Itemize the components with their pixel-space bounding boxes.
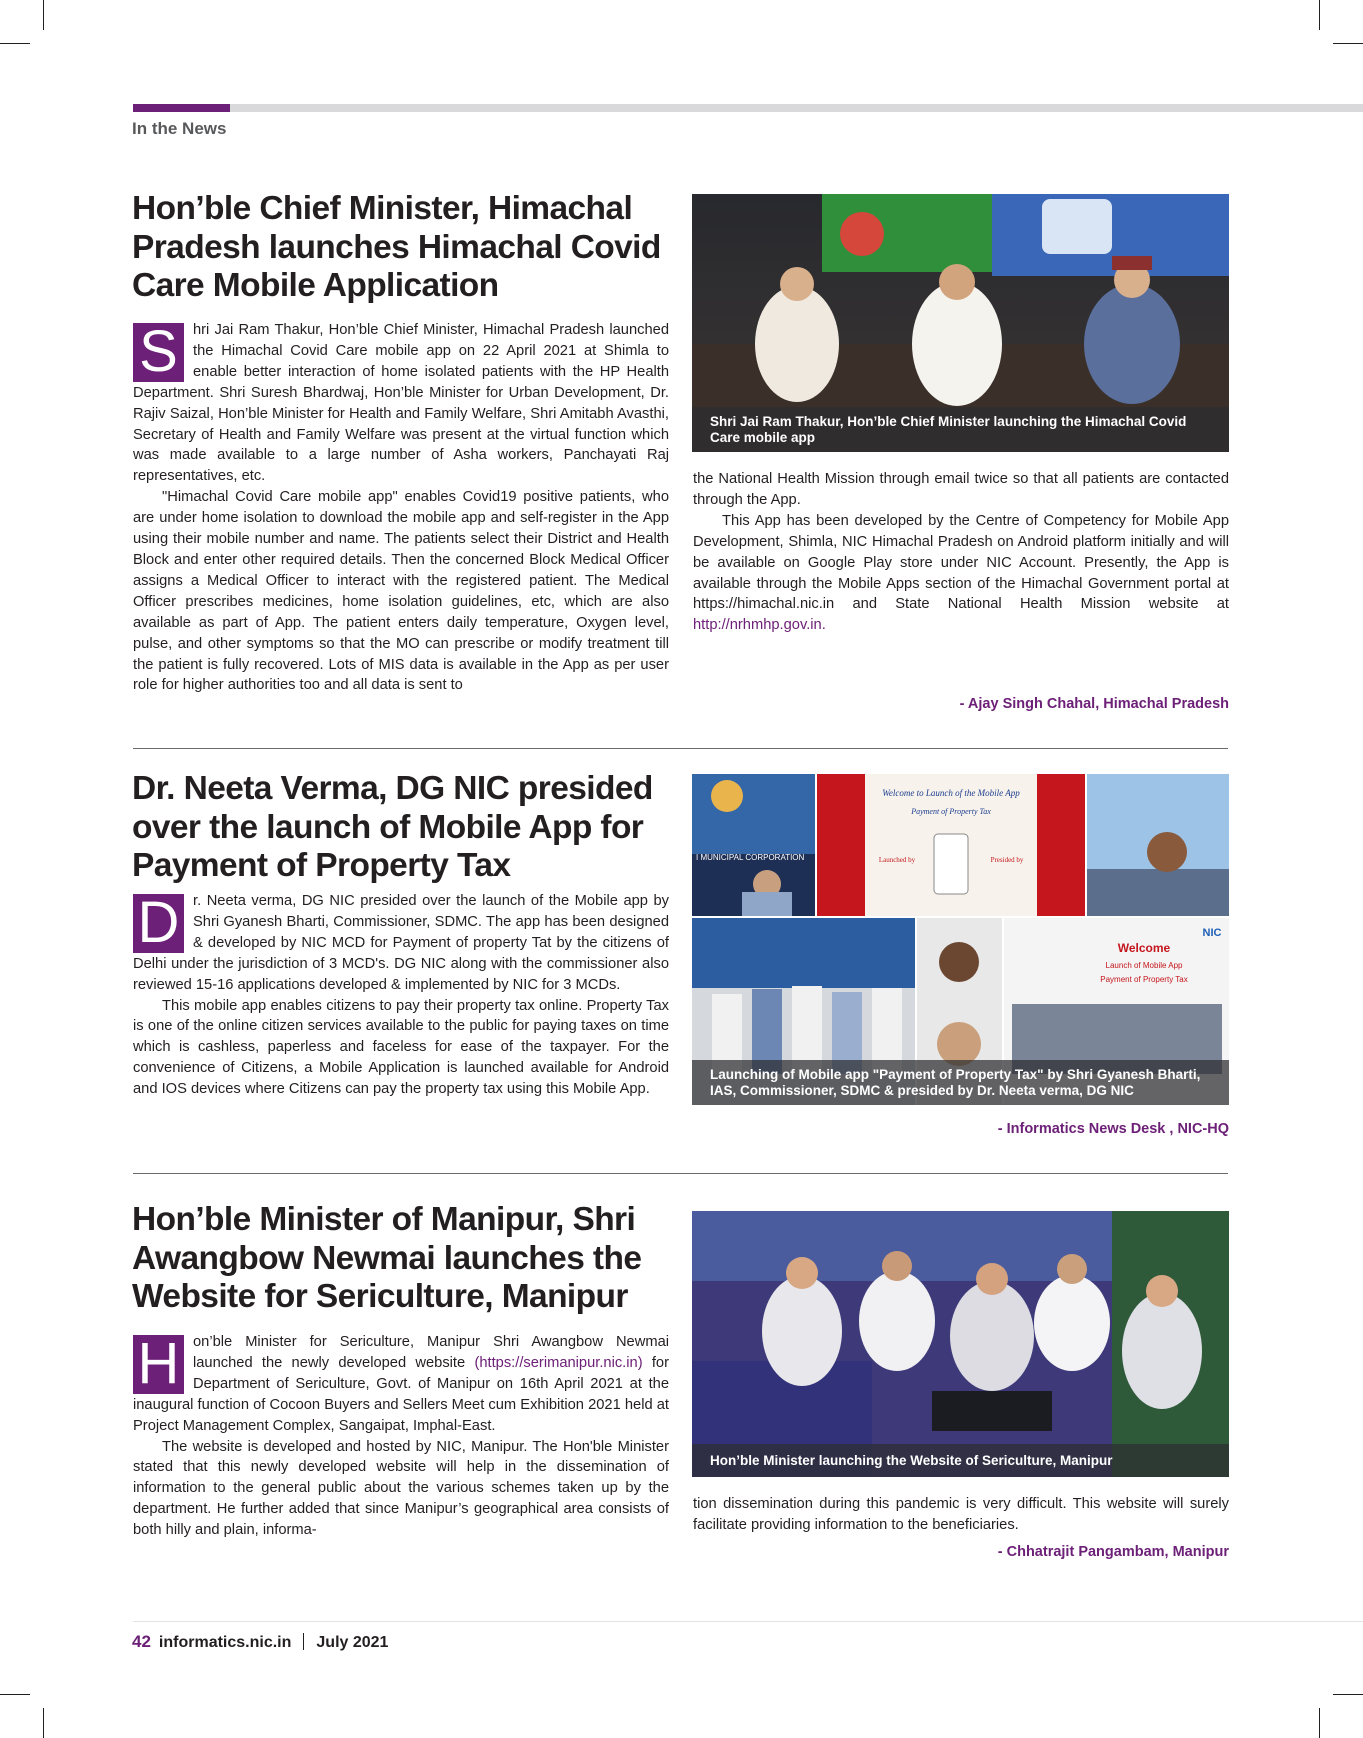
article-1-para-2: "Himachal Covid Care mobile app" enables Covid19 positive patients, who are under home isolation to download the mobile app and self-register in the App using their mobile number and name. The patients select their District and Health Block and enter other required details. Then the concerned Block Medical Officer assigns a Medical Officer to interact with the registered patient. The Medical Officer prescribes medicines, home isolation guidelines, etc, which are also available as part of App. The patient enters daily temperature, Oxygen level, pulse, and other symptoms so that the MO can prescribe or modify treatment till the patient is fully recovered. Lots of MIS data is available in the App as per user role for higher authorities too and all data is sent to [133, 489, 669, 694]
article-3-photo [692, 1211, 1229, 1477]
section-header-bar [133, 104, 1363, 112]
article-divider [133, 1173, 1228, 1174]
crop-mark [1333, 1694, 1363, 1695]
article-2-para-2: This mobile app enables citizens to pay their property tax online. Property Tax is one of the online citizen services available to the public for paying taxes on time which is cashless, paperless and faceless for ease of the taxpayer. For the convenience of Citizens, a Mobile Application is launched available for Android and IOS devices where Citizens can pay the property tax using this Mobile App. [133, 997, 669, 1098]
article-3-headline: Hon’ble Minister of Manipur, Shri Awangbow Newmai launches the Website for Sericulture, Manipur [132, 1201, 642, 1315]
article-1-photo [692, 194, 1229, 452]
sericulture-launch-photo [692, 1211, 1229, 1477]
article-1-headline: Hon’ble Chief Minister, Himachal Pradesh launches Himachal Covid Care Mobile Application [132, 190, 661, 304]
property-tax-collage [692, 774, 1229, 1105]
crop-mark [1333, 43, 1363, 44]
article-3-para-1: on’ble Minister for Sericulture, Manipur Shri Awangbow Newmai launched the newly developed website [193, 1334, 669, 1371]
welcome-sub-1: Launch of Mobile App [1105, 961, 1183, 970]
article-1-para-4: This App has been developed by the Centre of Competency for Mobile App Development, Shimla, NIC Himachal Pradesh on Android platform initially and will be available on Google Play store under NIC Account. Presently, the App is available through the Mobile Apps section of the Himachal Government portal at https://himachal.nic.in and State National Health Mission website at [693, 512, 1229, 613]
crop-mark [43, 0, 44, 30]
nrhmhp-link[interactable]: http://nrhmhp.gov.in. [693, 617, 826, 634]
article-divider [133, 748, 1228, 749]
article-3-credit: - Chhatrajit Pangambam, Manipur [997, 1544, 1229, 1560]
article-3-para-3: tion dissemination during this pandemic is very difficult. This website will surely facilitate providing information to the beneficiaries. [693, 1496, 1229, 1533]
article-2-caption: Launching of Mobile app "Payment of Property Tax" by Shri Gyanesh Bharti, IAS, Commissioner, SDMC & presided by Dr. Neeta verma, DG NIC [692, 1060, 1229, 1105]
article-3-para-2: The website is developed and hosted by NIC, Manipur. The Hon'ble Minister stated that this newly developed website will help in the dissemination of information to the general public about the various schemes taken up by the department. He further added that since Manipur’s geographical area consists of both hilly and plain, informa- [133, 1438, 669, 1539]
footer-separator [303, 1633, 304, 1650]
article-1-para-3: the National Health Mission through email twice so that all patients are contacted through the App. [693, 471, 1229, 508]
crop-mark [0, 43, 30, 44]
crop-mark [0, 1694, 30, 1695]
article-2-photo-collage [692, 774, 1229, 1105]
dropcap: H [133, 1335, 184, 1394]
article-2-headline: Dr. Neeta Verma, DG NIC presided over the launch of Mobile App for Payment of Property Tax [132, 770, 653, 884]
crop-mark [1319, 0, 1320, 30]
article-1-caption: Shri Jai Ram Thakur, Hon’ble Chief Minister launching the Himachal Covid Care mobile app [692, 407, 1229, 452]
footer-rule [133, 1621, 1363, 1622]
banner-line-2: Payment of Property Tax [911, 807, 991, 816]
welcome-label: Welcome [1117, 941, 1171, 955]
welcome-sub-2: Payment of Property Tax [1100, 975, 1188, 984]
article-3-left-column [133, 1332, 669, 1541]
article-2-para-1: r. Neeta verma, DG NIC presided over the launch of the Mobile app by Shri Gyanesh Bharti, Commissioner, SDMC. The app has been designed & developed by NIC MCD for Payment of property Tat by the citizens of Delhi under the jurisdiction of 3 MCD's. DG NIC along with the commissioner also reviewed 15-16 applications developed & implemented by NIC for 3 MCDs. [133, 893, 669, 993]
article-1-credit: - Ajay Singh Chahal, Himachal Pradesh [959, 696, 1229, 712]
dropcap: D [133, 894, 184, 953]
crop-mark [43, 1708, 44, 1738]
serimanipur-link[interactable]: (https://serimanipur.nic.in) [474, 1354, 643, 1371]
article-2-left-column [133, 891, 669, 1100]
nic-logo-text: NIC [1202, 927, 1222, 939]
launched-by-label: Launched by [878, 856, 916, 864]
dropcap: S [133, 323, 184, 382]
article-3-caption: Hon’ble Minister launching the Website of Sericulture, Manipur [692, 1444, 1229, 1478]
footer-site[interactable]: informatics.nic.in [158, 1634, 292, 1651]
mcd-label: I MUNICIPAL CORPORATION [696, 853, 805, 862]
article-3-right-column [693, 1494, 1229, 1536]
article-1-para-1: hri Jai Ram Thakur, Hon’ble Chief Minister, Himachal Pradesh launched the Himachal Covid Care mobile app on 22 April 2021 at Shimla to enable better interaction of home isolated patients with the HP Health Department. Shri Suresh Bhardwaj, Hon’ble Minister for Urban Development, Dr. Rajiv Saizal, Hon’ble Minister for Health and Family Welfare, Shri Amitabh Avasthi, Secretary of Health and Family Welfare was present at the virtual function which was made available to a large number of Asha workers, Panchayati Raj representatives, etc. [133, 322, 669, 485]
section-label: In the News [132, 119, 227, 138]
crop-mark [1319, 1708, 1320, 1738]
footer-issue: July 2021 [316, 1634, 389, 1651]
section-accent [133, 104, 230, 112]
article-3-para-1-rest: for Department of Sericulture, Govt. of Manipur on 16th April 2021 at the inaugural function of Cocoon Buyers and Sellers Meet cum Exhibition 2021 held at Project Management Complex, Sangaipat, Imphal-East. [133, 1354, 669, 1434]
banner-line-1: Welcome to Launch of the Mobile App [882, 788, 1020, 798]
page-footer [132, 1632, 388, 1652]
presided-by-label: Presided by [990, 856, 1024, 864]
article-1-left-column [133, 320, 669, 696]
article-1-right-column [693, 469, 1229, 636]
article-2-credit: - Informatics News Desk , NIC-HQ [997, 1121, 1229, 1137]
page-number: 42 [132, 1632, 151, 1651]
